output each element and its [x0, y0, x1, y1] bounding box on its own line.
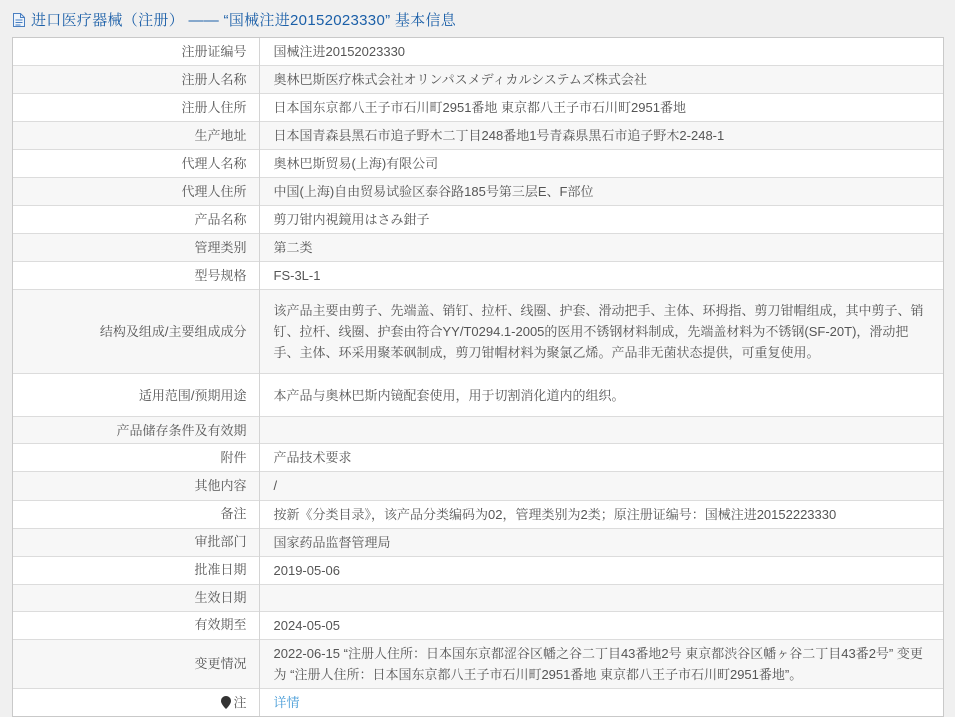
page-header: [0, 0, 955, 37]
row-value: [259, 556, 943, 584]
row-value: [259, 206, 943, 234]
row-label: [13, 206, 259, 234]
table-row: [13, 150, 943, 178]
row-label: [13, 178, 259, 206]
row-value-text: 奥林巴斯贸易(上海)有限公司: [273, 156, 439, 172]
table-row: [13, 528, 943, 556]
table-row: [13, 500, 943, 528]
table-row: [13, 290, 943, 374]
row-value: [259, 688, 943, 716]
row-label-text: 注册证编号: [181, 43, 247, 59]
row-value-text: 日本国东京都八王子市石川町2951番地 東京都八王子市石川町2951番地: [273, 100, 686, 116]
row-value-text: FS-3L-1: [273, 268, 321, 284]
row-value: [259, 584, 943, 611]
row-label: [13, 556, 259, 584]
table-row: [13, 556, 943, 584]
details-link[interactable]: 详情: [273, 694, 300, 710]
row-value: [259, 66, 943, 94]
row-label-text: 变更情况: [194, 656, 247, 671]
row-label-text: 批准日期: [194, 562, 247, 578]
row-label: [13, 688, 259, 716]
row-value: [259, 417, 943, 444]
row-value: [259, 472, 943, 500]
row-label-text: 生产地址: [194, 127, 247, 143]
row-value-text: 该产品主要由剪子、先端盖、销钉、拉杆、线圈、护套、滑动把手、主体、环拇指、剪刀钳帽组成，其中剪子、销钉、拉杆、线圈、护套由符合YY/T0294.1-2005的医用不锈钢材料制成，先端盖材料为不锈钢(SF-20T)，滑动把手、主体、环采用聚苯砜制成，剪刀钳帽材料为聚氯乙烯。产品非无菌状态提供，可重复使用。: [273, 303, 924, 361]
row-value-text: 2022-06-15 “注册人住所：日本国东京都涩谷区幡之谷二丁目43番地2号 東京都渋谷区幡ヶ谷二丁目43番2号” 变更为 “注册人住所：日本国东京都八王子市石川町2951番地 東京都八王子市石川町2951番地”。: [273, 645, 923, 682]
row-value-text: 按新《分类目录》，该产品分类编码为02，管理类别为2类；原注册证编号：国械注进20152223330: [273, 506, 837, 522]
row-value: [259, 444, 943, 472]
table-row: [13, 178, 943, 206]
row-value-text: 2019-05-06: [273, 562, 340, 578]
row-value: [259, 122, 943, 150]
table-row: [13, 417, 943, 444]
row-value-text: 产品技术要求: [273, 450, 352, 466]
table-row: [13, 584, 943, 611]
registration-info-table: [12, 37, 944, 717]
row-label: [13, 528, 259, 556]
row-value: [259, 500, 943, 528]
row-label: [13, 38, 259, 66]
row-label-text: 型号规格: [194, 268, 247, 284]
row-value: [259, 150, 943, 178]
row-label: [13, 290, 259, 374]
info-table-body: [13, 38, 943, 716]
row-value-text: /: [273, 478, 278, 494]
row-value: [259, 262, 943, 290]
row-label: [13, 234, 259, 262]
row-label: [13, 500, 259, 528]
row-value-text: 奥林巴斯医疗株式会社オリンパスメディカルシステムズ株式会社: [273, 72, 647, 88]
row-label-text: 管理类别: [194, 240, 247, 256]
row-label-text: 产品储存条件及有效期: [116, 422, 247, 438]
row-value: [259, 528, 943, 556]
table-row: [13, 38, 943, 66]
table-row: [13, 374, 943, 417]
row-value: [259, 178, 943, 206]
document-icon: [12, 12, 26, 28]
row-label-text: 结构及组成/主要组成成分: [99, 324, 247, 340]
table-row: [13, 688, 943, 716]
page-title: 进口医疗器械（注册） —— “国械注进20152023330” 基本信息: [31, 12, 457, 29]
row-value: [259, 639, 943, 688]
row-value-text: 本产品与奥林巴斯内镜配套使用，用于切割消化道内的组织。: [273, 387, 625, 403]
row-value: [259, 290, 943, 374]
row-value: [259, 234, 943, 262]
row-label: [13, 66, 259, 94]
row-label-text: 生效日期: [194, 589, 247, 605]
row-label: [13, 122, 259, 150]
row-label-text: 代理人住所: [181, 184, 247, 199]
row-value-text: 国械注进20152023330: [273, 44, 406, 59]
row-label: [13, 417, 259, 444]
table-row: [13, 639, 943, 688]
row-label-text: 注册人名称: [181, 71, 247, 87]
row-label: [13, 611, 259, 639]
row-value: [259, 94, 943, 122]
row-label: [13, 639, 259, 688]
table-row: [13, 611, 943, 639]
table-row: [13, 262, 943, 290]
row-value-text: 国家药品监督管理局: [273, 534, 391, 550]
row-value-text: 日本国青森县黑石市追子野木二丁目248番地1号青森県黒石市追子野木2-248-1: [273, 128, 725, 144]
row-label-text: 其他内容: [194, 478, 247, 494]
row-value: [259, 611, 943, 639]
row-label: [13, 150, 259, 178]
row-label-text: 附件: [220, 450, 247, 466]
row-value: [259, 374, 943, 417]
row-label: [13, 374, 259, 417]
row-label: [13, 444, 259, 472]
pin-icon: [221, 696, 231, 709]
row-label-text: 审批部门: [194, 534, 247, 550]
table-row: [13, 94, 943, 122]
table-row: [13, 122, 943, 150]
row-value-text: 2024-05-05: [273, 617, 340, 633]
table-row: [13, 234, 943, 262]
row-value-text: 第二类: [273, 240, 313, 256]
row-label-text: 适用范围/预期用途: [138, 387, 247, 403]
row-label: [13, 262, 259, 290]
row-value: [259, 38, 943, 66]
table-row: [13, 472, 943, 500]
row-value-text: 剪刀钳内視鏡用はさみ鉗子: [273, 212, 430, 228]
row-label-text: 有效期至: [194, 617, 247, 633]
table-row: [13, 206, 943, 234]
table-row: [13, 444, 943, 472]
row-label: [13, 94, 259, 122]
row-label: [13, 472, 259, 500]
row-label-text: 代理人名称: [181, 155, 247, 171]
table-row: [13, 66, 943, 94]
row-label-text: 注: [233, 694, 247, 710]
row-value-text: 中国(上海)自由贸易试验区泰谷路185号第三层E、F部位: [273, 184, 594, 200]
row-label-text: 产品名称: [194, 212, 247, 228]
row-label-text: 备注: [220, 506, 247, 522]
row-label: [13, 584, 259, 611]
row-label-text: 注册人住所: [181, 99, 247, 115]
